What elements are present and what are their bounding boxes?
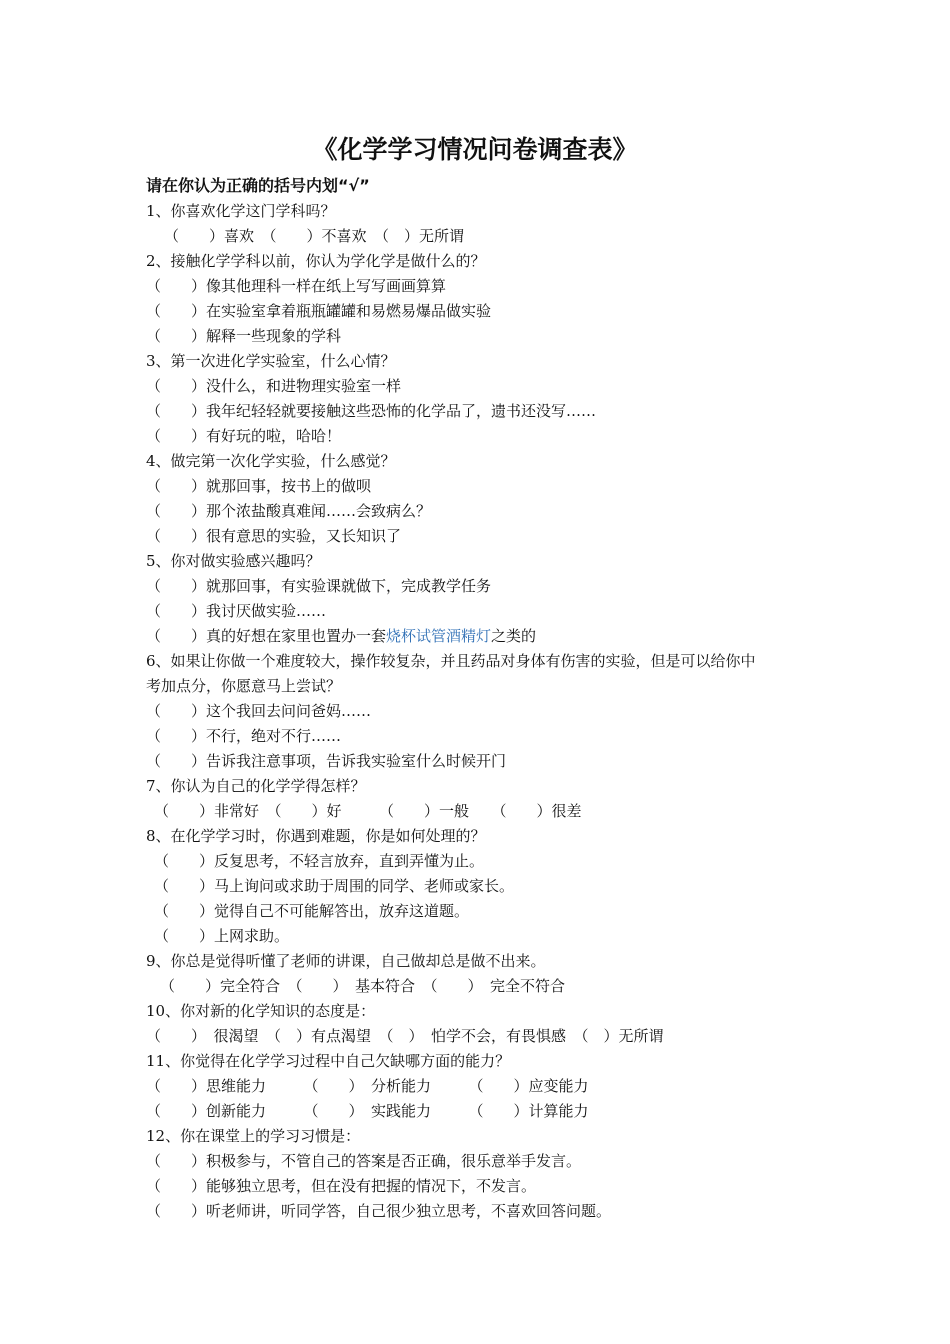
question-6-option: （ ）这个我回去问问爸妈…… bbox=[146, 702, 372, 720]
instruction: 请在你认为正确的括号内划“√” bbox=[146, 176, 370, 195]
question-12: 12、你在课堂上的学习习惯是： bbox=[146, 1127, 361, 1145]
question-10-options: （ ） 很渴望 （ ）有点渴望 （ ） 怕学不会，有畏惧感 （ ）无所谓 bbox=[146, 1027, 664, 1045]
question-9: 9、你总是觉得听懂了老师的讲课，自己做却总是做不出来。 bbox=[146, 952, 546, 970]
question-3-option: （ ）我年纪轻轻就要接触这些恐怖的化学品了，遗书还没写…… bbox=[146, 402, 597, 420]
question-2: 2、接触化学学科以前，你认为学化学是做什么的？ bbox=[146, 252, 486, 270]
question-11-option: （ ）思维能力 （ ） 分析能力 （ ）应变能力 bbox=[146, 1077, 589, 1095]
question-8-option: （ ）上网求助。 bbox=[154, 927, 290, 945]
question-3-option: （ ）有好玩的啦，哈哈！ bbox=[146, 427, 342, 445]
question-11-option: （ ）创新能力 （ ） 实践能力 （ ）计算能力 bbox=[146, 1102, 589, 1120]
question-2-option: （ ）在实验室拿着瓶瓶罐罐和易燃易爆品做实验 bbox=[146, 302, 492, 320]
question-1: 1、你喜欢化学这门学科吗？ bbox=[146, 202, 336, 220]
question-12-option: （ ）能够独立思考，但在没有把握的情况下，不发言。 bbox=[146, 1177, 537, 1195]
page-title: 《化学学习情况问卷调查表》 bbox=[312, 135, 638, 164]
question-6-option: （ ）告诉我注意事项，告诉我实验室什么时候开门 bbox=[146, 752, 507, 770]
question-4-option: （ ）那个浓盐酸真难闻……会致病么？ bbox=[146, 502, 432, 520]
question-6: 6、如果让你做一个难度较大，操作较复杂，并且药品对身体有伤害的实验，但是可以给你中 bbox=[146, 652, 756, 670]
equipment-link[interactable]: 烧杯试管酒精灯 bbox=[386, 627, 492, 645]
question-9-options: （ ）完全符合 （ ） 基本符合 （ ） 完全不符合 bbox=[160, 977, 566, 995]
option-text: 之类的 bbox=[491, 627, 537, 645]
question-2-option: （ ）解释一些现象的学科 bbox=[146, 327, 342, 345]
question-5-option bbox=[146, 624, 536, 648]
question-8-option: （ ）觉得自己不可能解答出，放弃这道题。 bbox=[154, 902, 470, 920]
question-2-option: （ ）像其他理科一样在纸上写写画画算算 bbox=[146, 277, 447, 295]
question-11: 11、你觉得在化学学习过程中自己欠缺哪方面的能力？ bbox=[146, 1052, 511, 1070]
question-7-options: （ ）非常好 （ ）好 （ ）一般 （ ）很差 bbox=[154, 802, 582, 820]
question-8-option: （ ）马上询问或求助于周围的同学、老师或家长。 bbox=[154, 877, 515, 895]
question-4-option: （ ）很有意思的实验，又长知识了 bbox=[146, 527, 402, 545]
question-12-option: （ ）听老师讲，听同学答，自己很少独立思考，不喜欢回答问题。 bbox=[146, 1202, 612, 1220]
question-4: 4、做完第一次化学实验，什么感觉？ bbox=[146, 452, 396, 470]
question-4-option: （ ）就那回事，按书上的做呗 bbox=[146, 477, 372, 495]
question-5: 5、你对做实验感兴趣吗？ bbox=[146, 552, 321, 570]
question-8-option: （ ）反复思考，不轻言放弃，直到弄懂为止。 bbox=[154, 852, 485, 870]
question-10: 10、你对新的化学知识的态度是： bbox=[146, 1002, 376, 1020]
question-7: 7、你认为自己的化学学得怎样？ bbox=[146, 777, 366, 795]
question-5-option: （ ）就那回事，有实验课就做下，完成教学任务 bbox=[146, 577, 492, 595]
question-3-option: （ ）没什么，和进物理实验室一样 bbox=[146, 377, 402, 395]
question-8: 8、在化学学习时，你遇到难题，你是如何处理的？ bbox=[146, 827, 486, 845]
question-6-option: （ ）不行，绝对不行…… bbox=[146, 727, 342, 745]
question-1-options: （ ）喜欢 （ ）不喜欢 （ ）无所谓 bbox=[164, 227, 465, 245]
question-5-option: （ ）我讨厌做实验…… bbox=[146, 602, 327, 620]
question-12-option: （ ）积极参与，不管自己的答案是否正确，很乐意举手发言。 bbox=[146, 1152, 582, 1170]
option-text: （ ）真的好想在家里也置办一套 bbox=[146, 627, 387, 645]
question-3: 3、第一次进化学实验室，什么心情？ bbox=[146, 352, 396, 370]
question-6-continued: 考加点分，你愿意马上尝试？ bbox=[146, 677, 342, 695]
